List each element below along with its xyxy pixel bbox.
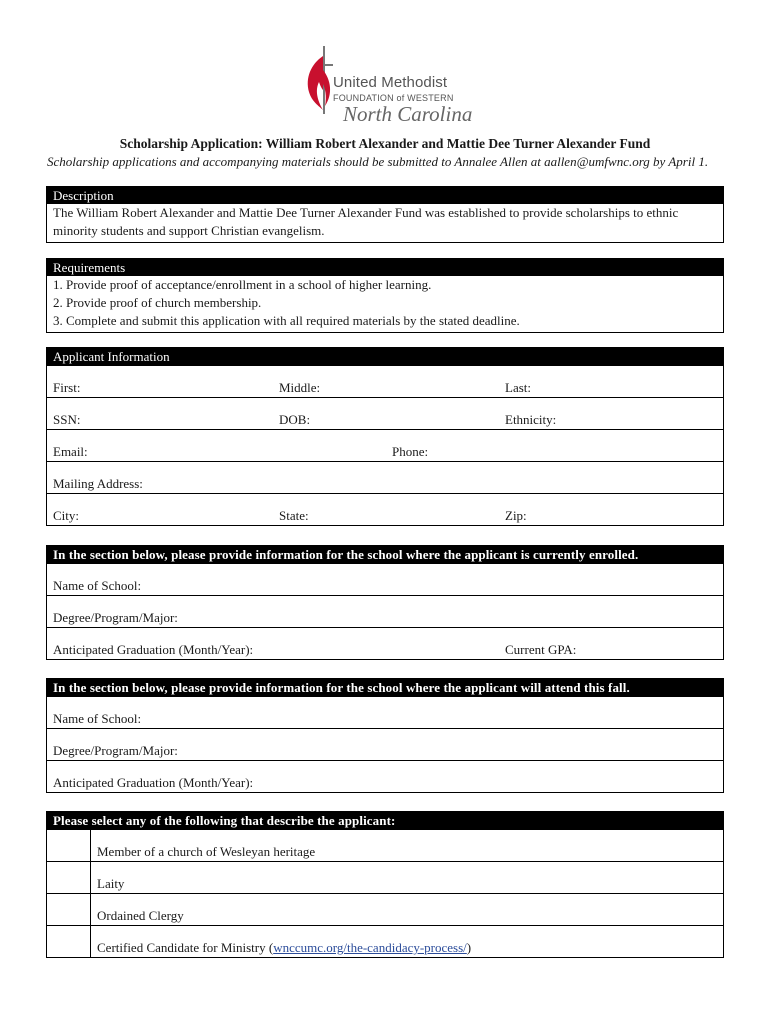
logo-text-north-carolina: North Carolina [343,102,473,126]
fall-school-name-row [47,696,723,728]
id-row [47,397,723,429]
candidate-label-text: Certified Candidate for Ministry ( [97,940,274,955]
first-name-field[interactable]: First: [53,380,81,395]
middle-name-field[interactable]: Middle: [279,380,321,395]
option-laity-row [47,861,723,893]
wesleyan-checkbox[interactable] [47,830,91,861]
current-degree-row [47,595,723,627]
laity-checkbox[interactable] [47,862,91,893]
fall-degree-field[interactable]: Degree/Program/Major: [53,743,178,758]
phone-field[interactable]: Phone: [392,444,429,459]
candidacy-process-link[interactable]: wnccumc.org/the-candidacy-process/ [273,940,467,955]
laity-label: Laity [97,876,125,891]
requirement-item: 3. Complete and submit this application with all required materials by the stated deadline. [53,313,520,328]
zip-field[interactable]: Zip: [505,508,527,523]
dob-field[interactable]: DOB: [279,412,311,427]
mailing-address-field[interactable]: Mailing Address: [53,476,143,491]
option-candidate-row [47,925,723,957]
current-school-name-field[interactable]: Name of School: [53,578,142,593]
clergy-checkbox[interactable] [47,894,91,925]
current-gpa-field[interactable]: Current GPA: [505,642,577,657]
option-clergy-row [47,893,723,925]
contact-row [47,429,723,461]
applicant-section [46,347,724,526]
last-name-field[interactable]: Last: [505,380,531,395]
fall-school-heading: In the section below, please provide information for the school where the applicant will attend this fall. [47,679,723,696]
fall-graduation-field[interactable]: Anticipated Graduation (Month/Year): [53,775,254,790]
logo-text-foundation: FOUNDATION of WESTERN [333,93,454,103]
requirement-item: 2. Provide proof of church membership. [53,295,262,310]
current-school-name-row [47,563,723,595]
ethnicity-field[interactable]: Ethnicity: [505,412,557,427]
logo-text-united-methodist: United Methodist [333,74,448,91]
current-graduation-row [47,627,723,659]
applicant-heading: Applicant Information [47,348,723,365]
clergy-label: Ordained Clergy [97,908,184,923]
description-section [46,186,724,243]
description-text: The William Robert Alexander and Mattie Dee Turner Alexander Fund was established to provide scholarships to ethnic minority students and support Christian evangelism. [53,205,679,238]
wesleyan-label: Member of a church of Wesleyan heritage [97,844,316,859]
current-graduation-field[interactable]: Anticipated Graduation (Month/Year): [53,642,254,657]
current-school-heading: In the section below, please provide information for the school where the applicant is currently enrolled. [47,546,723,563]
requirements-section [46,258,724,333]
description-heading: Description [47,187,723,204]
option-wesleyan-row [47,829,723,861]
page-title: Scholarship Application: William Robert Alexander and Mattie Dee Turner Alexander Fund [119,136,651,151]
fall-school-section [46,678,724,793]
candidate-checkbox[interactable] [47,926,91,957]
fall-graduation-row [47,760,723,792]
describe-heading: Please select any of the following that describe the applicant: [47,812,723,829]
page-subtitle: Scholarship applications and accompanying materials should be submitted to Annalee Allen at aallen@umfwnc.org by April 1. [47,154,709,169]
describe-section [46,811,724,958]
requirement-item: 1. Provide proof of acceptance/enrollment in a school of higher learning. [53,277,432,292]
candidate-label-suffix: ) [466,940,472,955]
current-degree-field[interactable]: Degree/Program/Major: [53,610,178,625]
candidate-label [97,940,471,956]
city-field[interactable]: City: [53,508,80,523]
ssn-field[interactable]: SSN: [53,412,81,427]
foundation-logo [303,44,473,134]
email-field[interactable]: Email: [53,444,88,459]
state-field[interactable]: State: [279,508,309,523]
current-school-section [46,545,724,660]
fall-degree-row [47,728,723,760]
city-row [47,493,723,525]
fall-school-name-field[interactable]: Name of School: [53,711,142,726]
requirements-heading: Requirements [47,259,723,276]
name-row [47,365,723,397]
address-row [47,461,723,493]
